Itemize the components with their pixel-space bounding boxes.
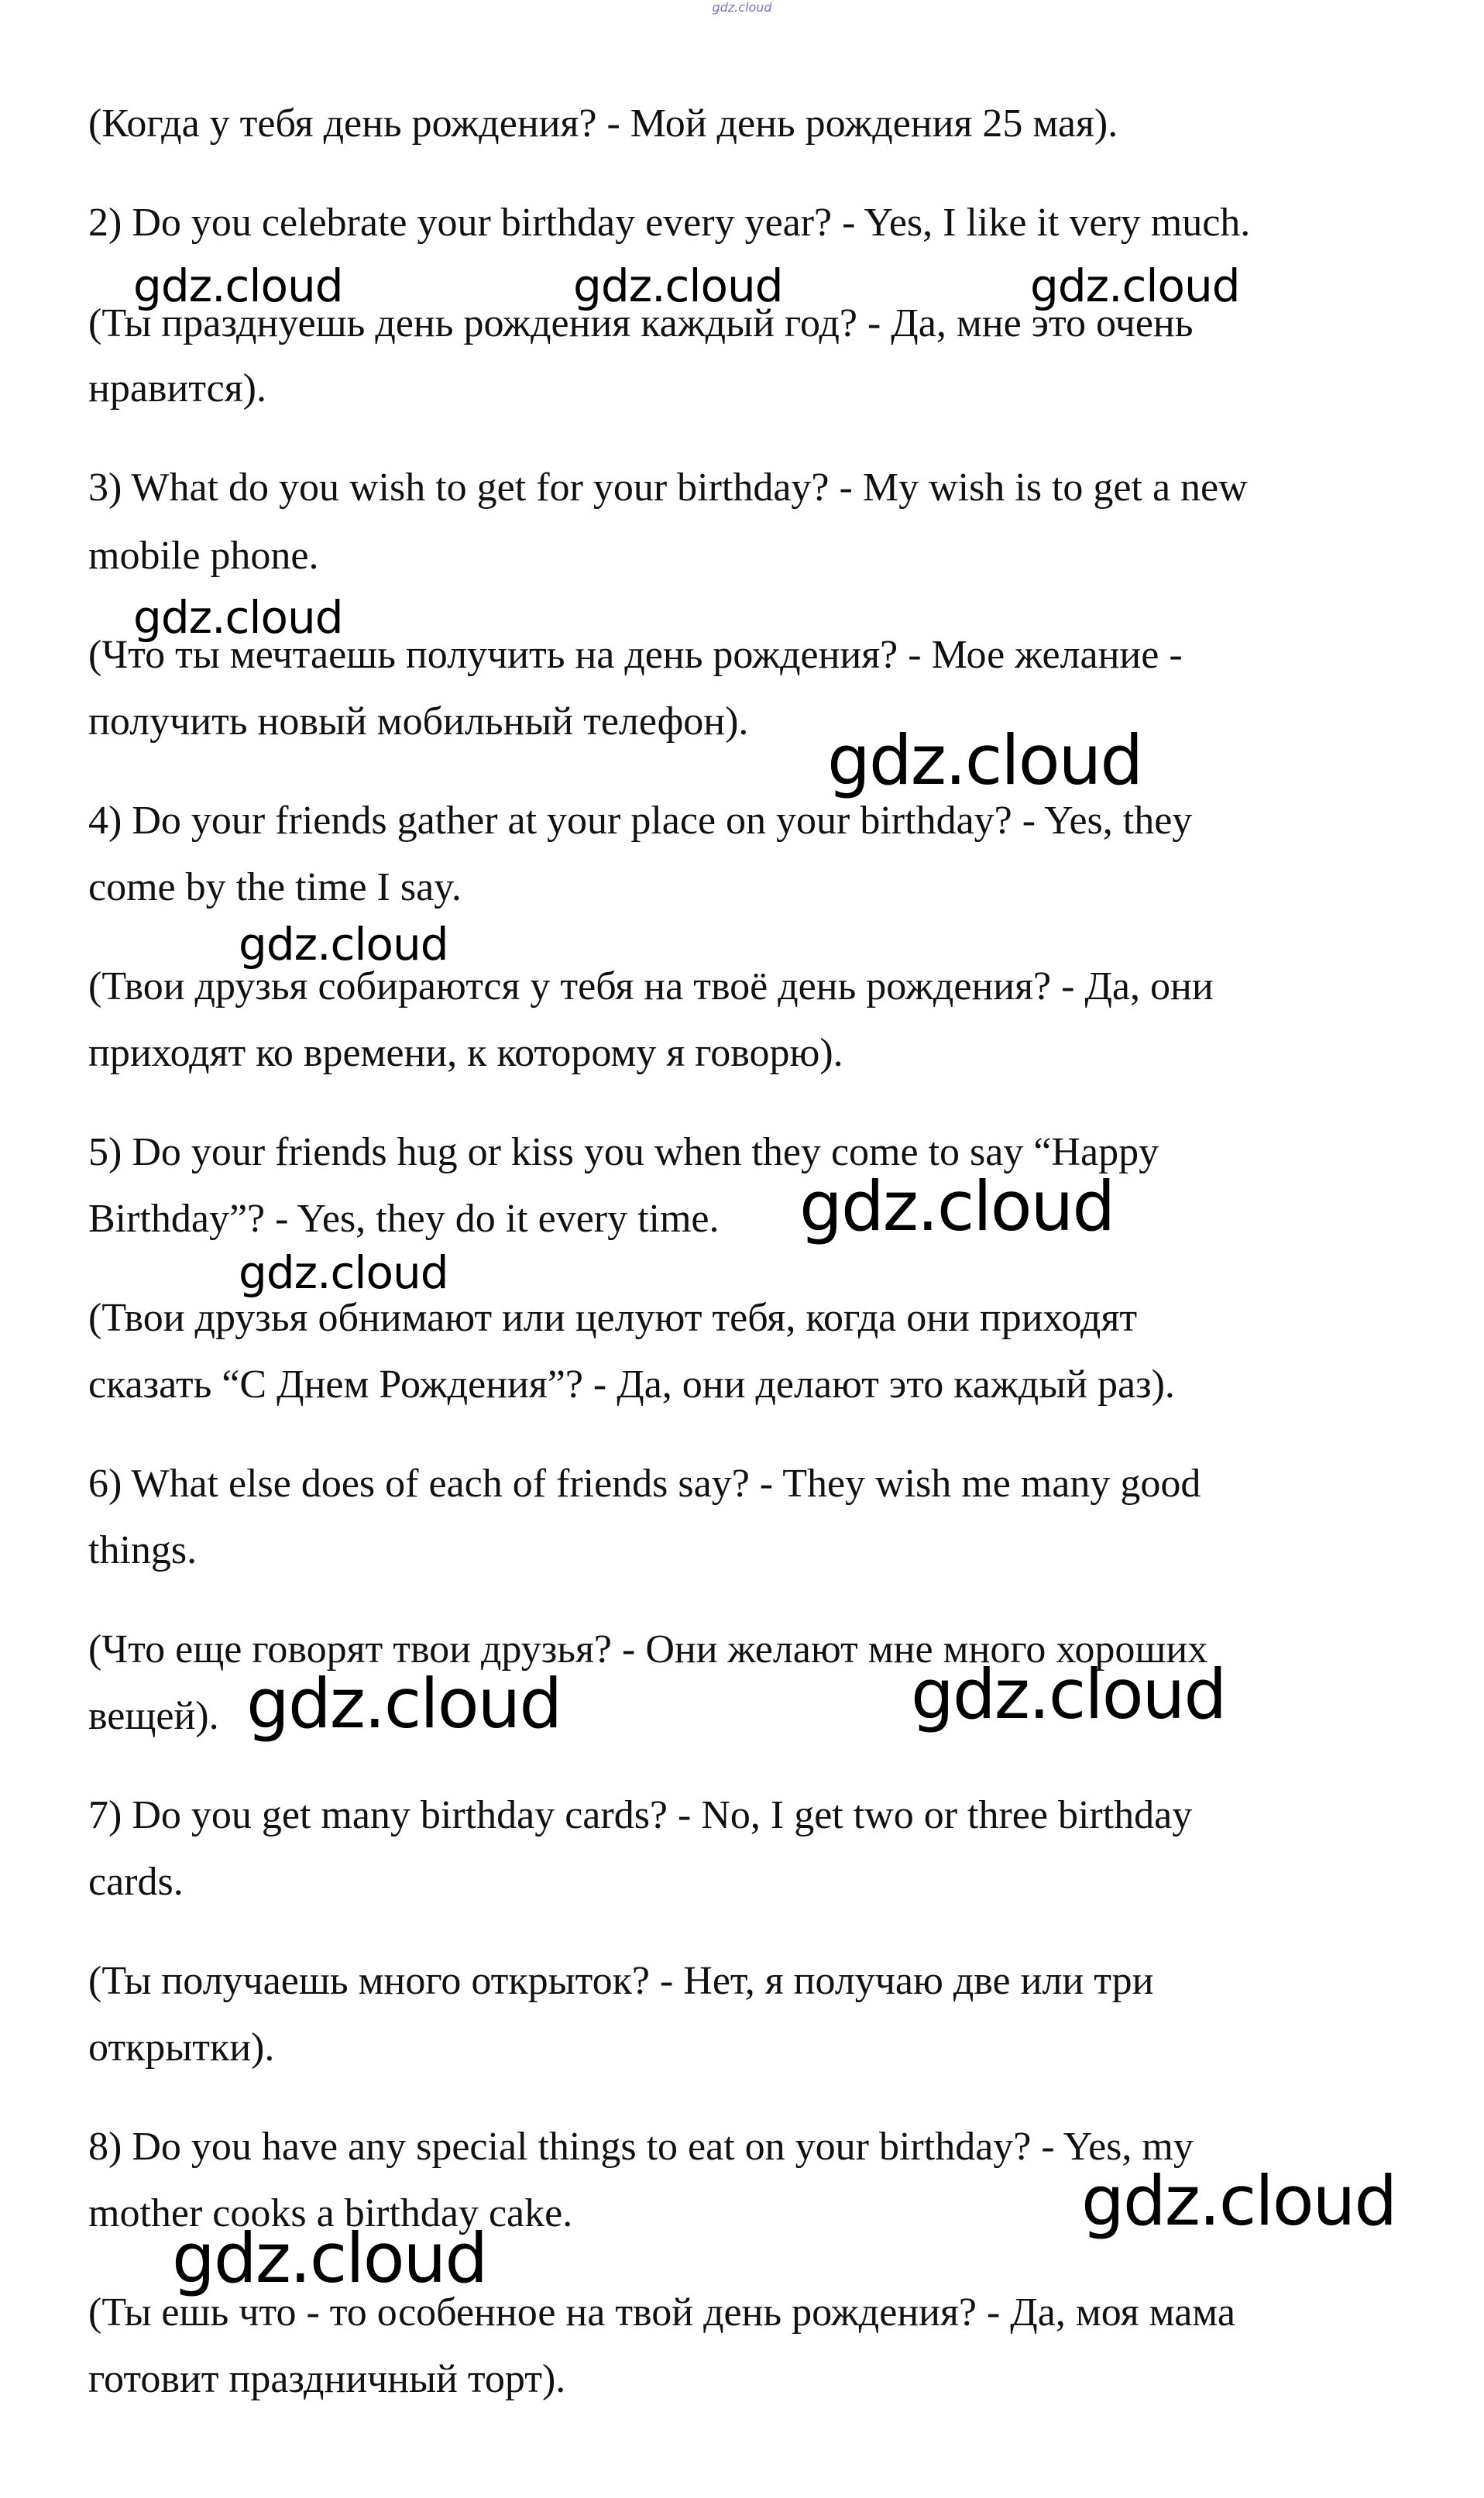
text-line: (Что еще говорят твои друзья? - Они желают мне много хороших — [88, 1627, 1208, 1672]
text-line: (Ты празднуешь день рождения каждый год? - Да, мне это очень — [88, 301, 1194, 345]
text-line: 8) Do you have any special things to eat on your birthday? - Yes, my — [88, 2125, 1194, 2169]
text-line: things. — [88, 1528, 198, 1572]
text-line: (Твои друзья собираются у тебя на твоё день рождения? - Да, они — [88, 964, 1214, 1008]
watermark: gdz.cloud — [911, 1654, 1226, 1734]
text-line: (Ты получаешь много открыток? - Нет, я получаю две или три — [88, 1959, 1154, 2003]
text-line: come by the time I say. — [88, 865, 462, 909]
text-line: открытки). — [88, 2026, 275, 2070]
page-source-tag: gdz.cloud — [712, 0, 772, 15]
text-line: mother cooks a birthday cake. — [88, 2191, 573, 2235]
text-line: готовит праздничный торт). — [88, 2357, 566, 2401]
text-line: сказать “С Днем Рождения”? - Да, они делают это каждый раз). — [88, 1362, 1175, 1407]
text-line: (Твои друзья обнимают или целуют тебя, когда они приходят — [88, 1296, 1138, 1340]
text-line: нравится). — [88, 366, 266, 411]
text-line: mobile phone. — [88, 534, 319, 578]
watermark: gdz.cloud — [799, 1167, 1115, 1246]
watermark: gdz.cloud — [246, 1664, 562, 1744]
watermark: gdz.cloud — [172, 2218, 487, 2298]
watermark: gdz.cloud — [239, 918, 448, 971]
text-line: (Когда у тебя день рождения? - Мой день рождения 25 мая). — [88, 101, 1118, 146]
text-line: приходят ко времени, к которому я говорю). — [88, 1031, 843, 1075]
watermark: gdz.cloud — [1030, 259, 1240, 312]
text-line: Birthday”? - Yes, they do it every time. — [88, 1197, 720, 1241]
watermark: gdz.cloud — [133, 591, 343, 644]
text-line: 4) Do your friends gather at your place on your birthday? - Yes, they — [88, 799, 1193, 843]
text-line: 6) What else does of each of friends say? - They wish me many good — [88, 1462, 1201, 1506]
text-line: 7) Do you get many birthday cards? - No, I get two or three birthday — [88, 1793, 1193, 1837]
watermark: gdz.cloud — [133, 259, 343, 312]
text-line: 5) Do your friends hug or kiss you when they come to say “Happy — [88, 1130, 1159, 1174]
watermark: gdz.cloud — [827, 720, 1142, 800]
watermark: gdz.cloud — [239, 1246, 448, 1299]
watermark: gdz.cloud — [573, 259, 783, 312]
text-line: (Что ты мечтаешь получить на день рождения? - Мое желание - — [88, 633, 1183, 677]
text-line: 2) Do you celebrate your birthday every year? - Yes, I like it very much. — [88, 201, 1251, 245]
text-line: получить новый мобильный телефон). — [88, 699, 749, 744]
text-line: cards. — [88, 1860, 184, 1904]
text-line: 3) What do you wish to get for your birthday? - My wish is to get a new — [88, 466, 1248, 510]
text-line: (Ты ешь что - то особенное на твой день рождения? - Да, моя мама — [88, 2290, 1235, 2335]
watermark: gdz.cloud — [1081, 2161, 1396, 2241]
text-line: вещей). — [88, 1694, 219, 1738]
